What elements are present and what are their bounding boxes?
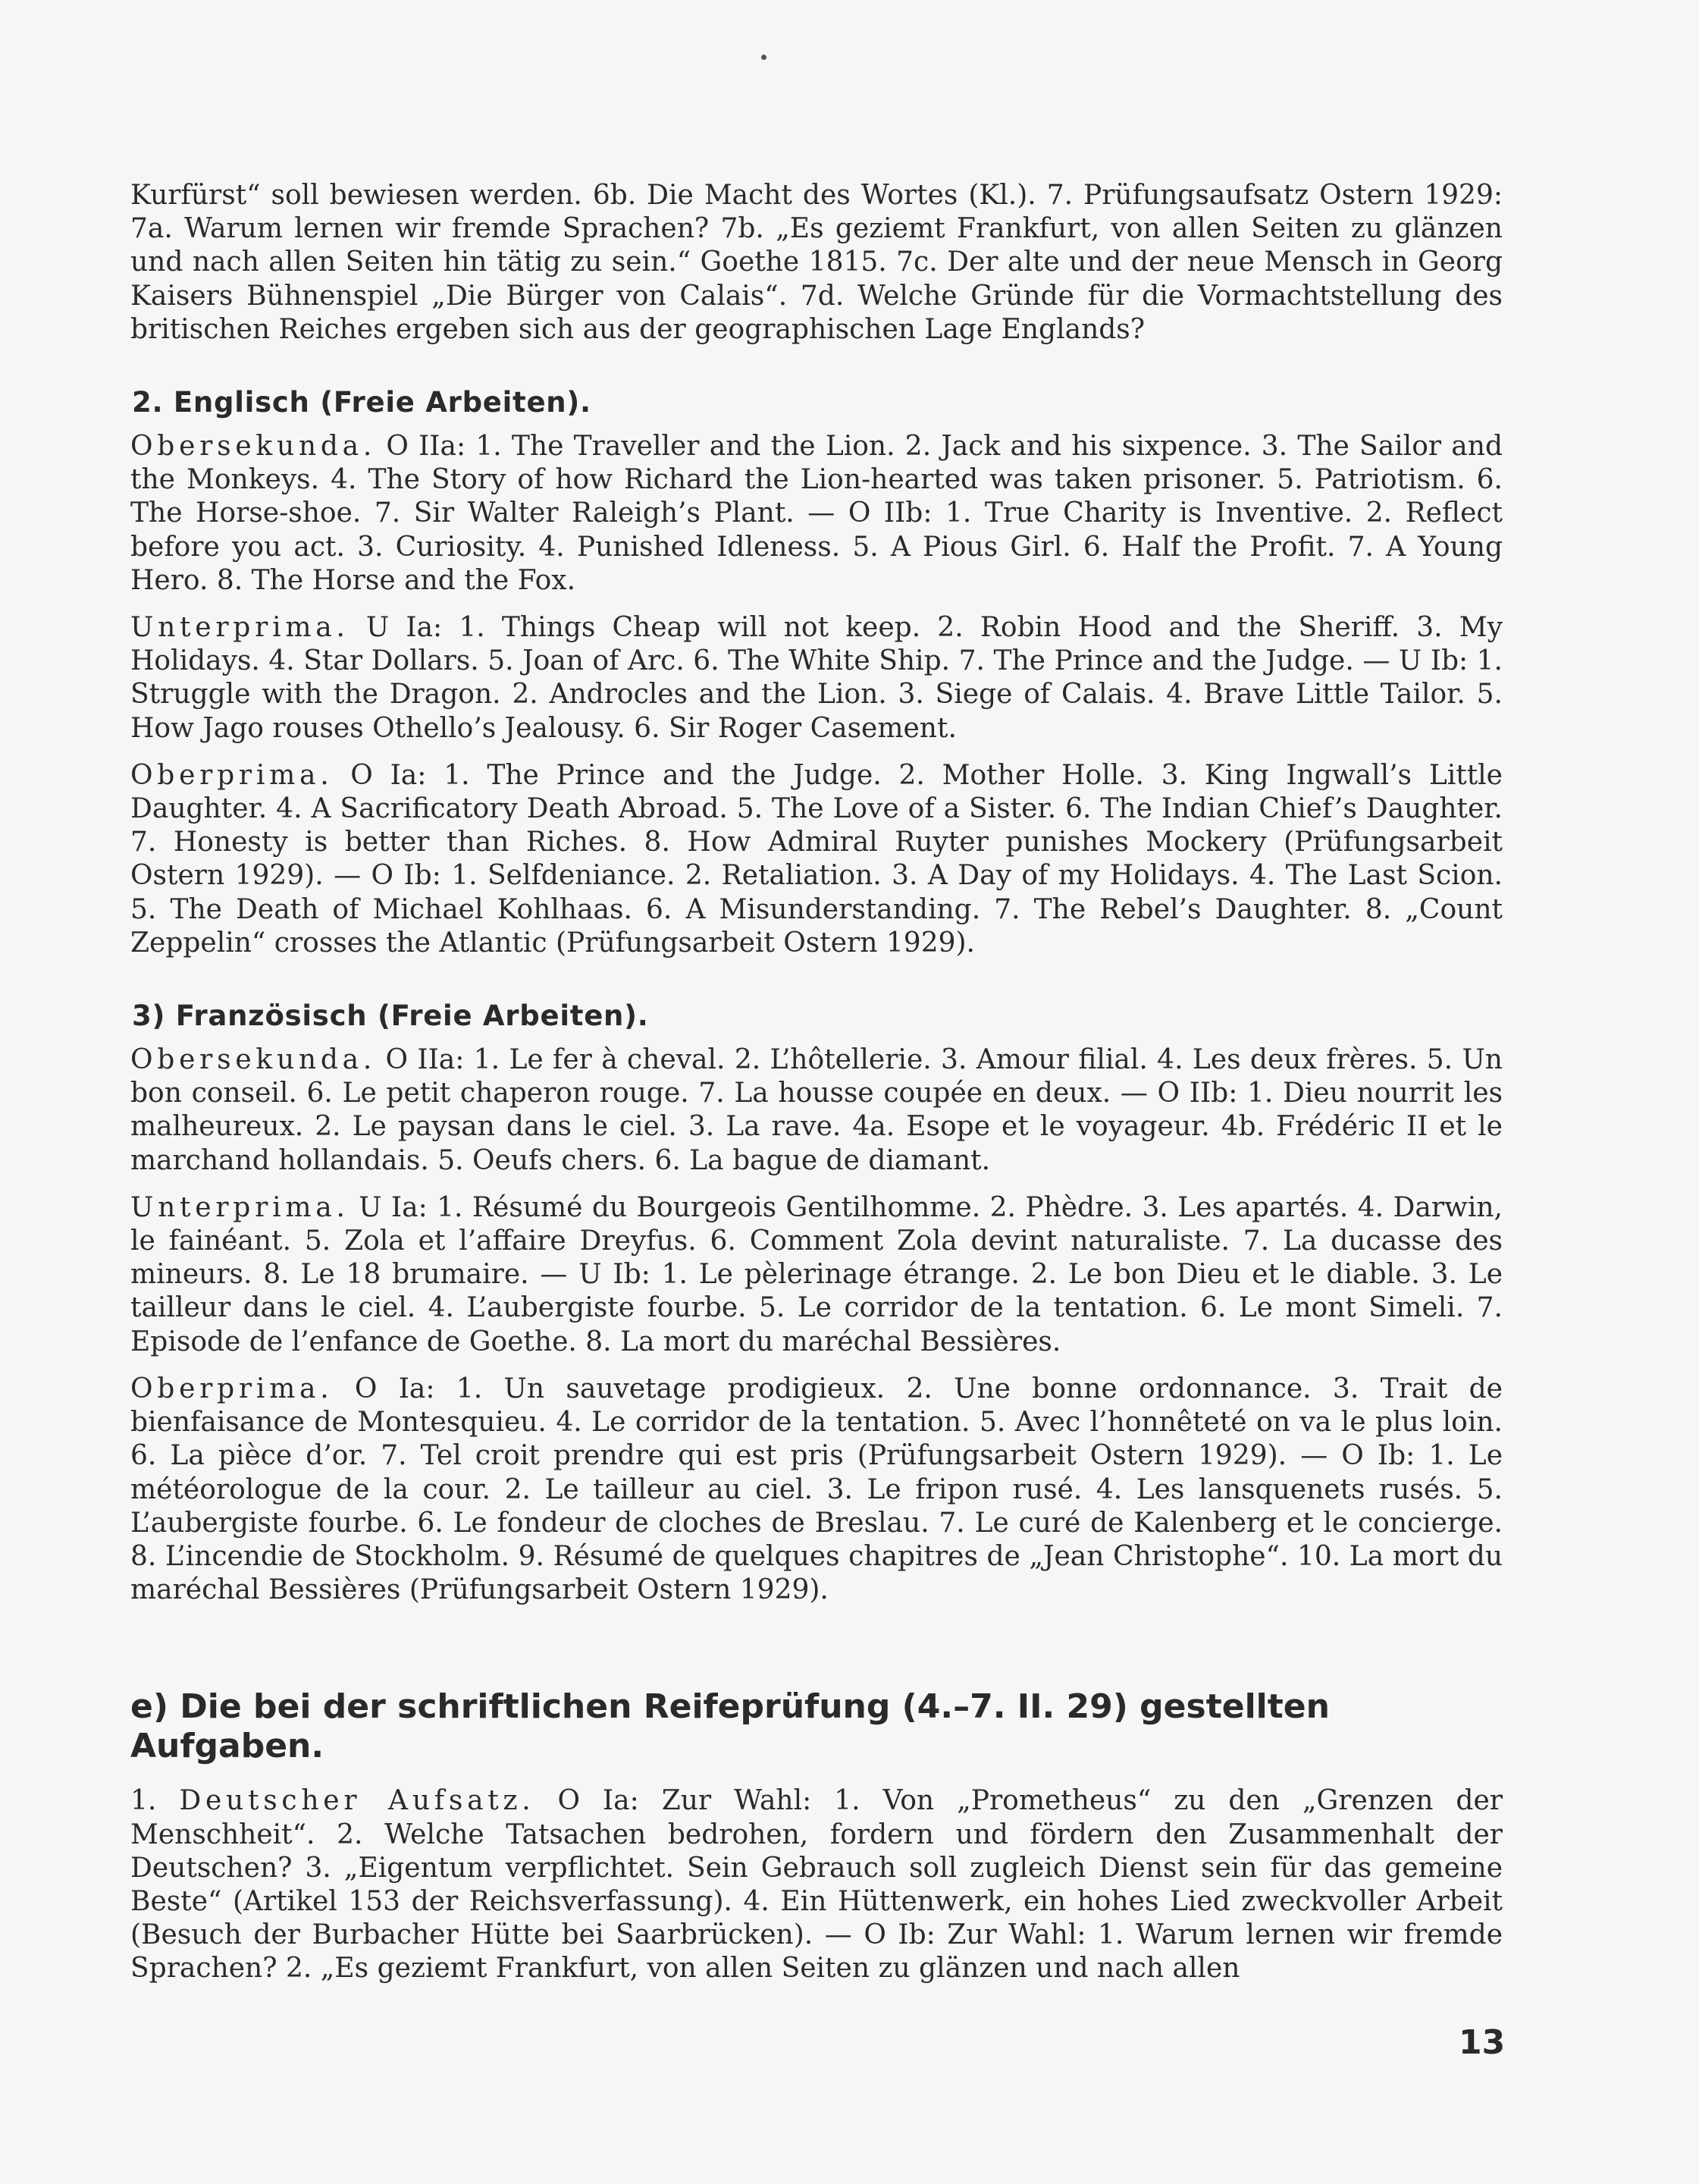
paragraph-label: Unterprima. bbox=[130, 1191, 350, 1223]
german-essay-paragraph bbox=[130, 1784, 1503, 1985]
french-oberprima bbox=[130, 1373, 1503, 1607]
paragraph-label: Unterprima. bbox=[130, 612, 350, 644]
page-number: 13 bbox=[1459, 2023, 1506, 2062]
paragraph-text: O Ia: Zur Wahl: 1. Von „Prometheus“ zu den „Grenzen der Menschheit“. 2. Welche Tatsachen bedrohen, fordern und fördern den Zusammenhalt der Deutschen? 3. „Eigentum verpflichtet. Sein Gebrauch soll zugleich Dienst sein für das gemeine Beste“ (Artikel 153 der Reichsverfassung). 4. Ein Hüttenwerk, ein hohes Lied zweckvoller Arbeit (Besuch der Burbacher Hütte bei Saarbrücken). — O Ib: Zur Wahl: 1. Warum lernen wir fremde Sprachen? 2. „Es geziemt Frankfurt, von allen Seiten zu glänzen und nach allen bbox=[130, 1785, 1503, 1985]
item-number: 1. bbox=[130, 1785, 180, 1817]
paragraph-text: O Ia: 1. Un sauvetage prodigieux. 2. Une bonne ordonnance. 3. Trait de bienfaisance de Montesquieu. 4. Le corridor de la tentation. 5. Avec l’honnêteté on va le plus loin. 6. La pièce d’or. 7. Tel croit prendre qui est pris (Prüfungsarbeit Ostern 1929). — O Ib: 1. Le météorologue de la cour. 2. Le tailleur au ciel. 3. Le fripon rusé. 4. Les lansquenets rusés. 5. L’aubergiste fourbe. 6. Le fondeur de cloches de Breslau. 7. Le curé de Kalenberg et le concierge. 8. L’incendie de Stockholm. 9. Résumé de quelques chapitres de „Jean Christophe“. 10. La mort du maréchal Bessières (Prüfungsarbeit Ostern 1929). bbox=[130, 1373, 1503, 1606]
paragraph-label: Deutscher Aufsatz. bbox=[179, 1785, 535, 1817]
english-oberprima bbox=[130, 759, 1503, 960]
paragraph-text: U Ia: 1. Résumé du Bourgeois Gentilhomme. 2. Phèdre. 3. Les apartés. 4. Darwin, le fainéant. 5. Zola et l’affaire Dreyfus. 6. Comment Zola devint naturaliste. 7. La ducasse des mineurs. 8. Le 18 brumaire. — U Ib: 1. Le pèlerinage étrange. 2. Le bon Dieu et le diable. 3. Le tailleur dans le ciel. 4. L’aubergiste fourbe. 5. Le corridor de la tentation. 6. Le mont Simeli. 7. Episode de l’enfance de Goethe. 8. La mort du maréchal Bessières. bbox=[130, 1191, 1503, 1357]
paragraph-label: Obersekunda. bbox=[130, 1044, 377, 1076]
french-obersekunda bbox=[130, 1043, 1503, 1178]
exam-tasks-heading: e) Die bei der schriftlichen Reifeprüfung (4.–7. II. 29) gestellten Aufgaben. bbox=[130, 1687, 1330, 1766]
intro-paragraph: Kurfürst“ soll bewiesen werden. 6b. Die Macht des Wortes (Kl.). 7. Prüfungsaufsatz Ostern 1929: 7a. Warum lernen wir fremde Sprachen? 7b. „Es geziemt Frankfurt, von allen Seiten zu glänzen und nach allen Seiten hin tätig zu sein.“ Goethe 1815. 7c. Der alte und der neue Mensch in Georg Kaisers Bühnenspiel „Die Bürger von Calais“. 7d. Welche Gründe für die Vormachtstellung des britischen Reiches ergeben sich aus der geographischen Lage Englands? bbox=[130, 180, 1503, 345]
paragraph-label: Obersekunda. bbox=[130, 431, 377, 463]
paragraph-label: Oberprima. bbox=[130, 1373, 334, 1404]
section-heading-french: 3) Französisch (Freie Arbeiten). bbox=[132, 999, 649, 1033]
paragraph-label: Oberprima. bbox=[130, 759, 334, 791]
english-obersekunda bbox=[130, 430, 1503, 598]
french-unterprima bbox=[130, 1191, 1503, 1359]
section-heading-english: 2. Englisch (Freie Arbeiten). bbox=[132, 386, 591, 419]
paragraph-text: U Ia: 1. Things Cheap will not keep. 2. Robin Hood and the Sheriff. 3. My Holidays. 4. Star Dollars. 5. Joan of Arc. 6. The White Ship. 7. The Prince and the Judge. — U Ib: 1. Struggle with the Dragon. 2. Androcles and the Lion. 3. Siege of Calais. 4. Brave Little Tailor. 5. How Jago rouses Othello’s Jealousy. 6. Sir Roger Casement. bbox=[130, 612, 1503, 744]
english-unterprima bbox=[130, 611, 1503, 745]
paragraph-text: O Ia: 1. The Prince and the Judge. 2. Mother Holle. 3. King Ingwall’s Little Daughter. 4. A Sacrificatory Death Abroad. 5. The Love of a Sister. 6. The Indian Chief’s Daughter. 7. Honesty is better than Riches. 8. How Admiral Ruyter punishes Mockery (Prüfungsarbeit Ostern 1929). — O Ib: 1. Selfdeniance. 2. Retaliation. 3. A Day of my Holidays. 4. The Last Scion. 5. The Death of Michael Kohlhaas. 6. A Misunderstanding. 7. The Rebel’s Daughter. 8. „Count Zeppelin“ crosses the Atlantic (Prüfungsarbeit Ostern 1929). bbox=[130, 759, 1503, 959]
paragraph-text: O IIa: 1. The Traveller and the Lion. 2. Jack and his sixpence. 3. The Sailor and the Monkeys. 4. The Story of how Richard the Lion-hearted was taken prisoner. 5. Patriotism. 6. The Horse-shoe. 7. Sir Walter Raleigh’s Plant. — O IIb: 1. True Charity is Inventive. 2. Reflect before you act. 3. Curiosity. 4. Punished Idleness. 5. A Pious Girl. 6. Half the Profit. 7. A Young Hero. 8. The Horse and the Fox. bbox=[130, 431, 1503, 596]
paragraph-text: O IIa: 1. Le fer à cheval. 2. L’hôtellerie. 3. Amour filial. 4. Les deux frères. 5. Un bon conseil. 6. Le petit chaperon rouge. 7. La housse coupée en deux. — O IIb: 1. Dieu nourrit les malheureux. 2. Le paysan dans le ciel. 3. La rave. 4a. Esope et le voyageur. 4b. Frédéric II et le marchand hollandais. 5. Oeufs chers. 6. La bague de diamant. bbox=[130, 1044, 1503, 1176]
scan-speck bbox=[761, 55, 766, 60]
document-page bbox=[130, 179, 1503, 1986]
